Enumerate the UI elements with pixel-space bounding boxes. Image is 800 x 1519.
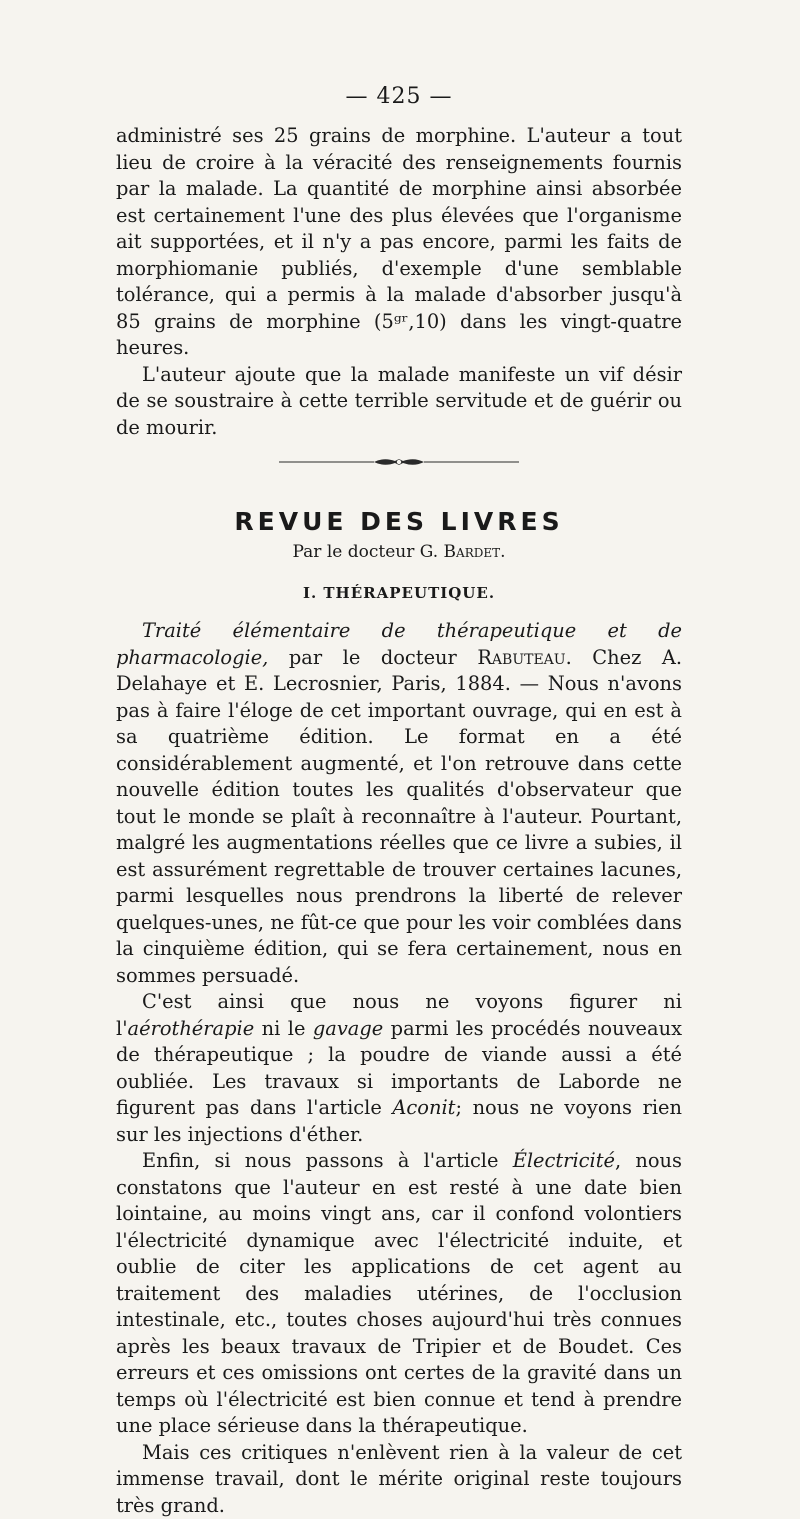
byline-prefix: Par le docteur G. <box>292 542 443 562</box>
text-run: , nous constatons que l'auteur en est resté à une date bien lointaine, au moins vingt ans, car il confond volontiers l'électricité dynamique avec l'électricité induite, et oublie de citer les applications de cet agent au traitement des maladies utérines, de l'occlusion intestinale, etc., toutes choses aujourd'hui très connues après les beaux travaux de Tripier et de Boudet. Ces erreurs et ces omissions ont certes de la gravité dans un temps où l'électricité est bien connue et tend à prendre une place sérieuse dans la thérapeutique. <box>116 1149 682 1437</box>
text-run: ; nous ne voyons rien sur les injections d'éther. <box>116 1096 682 1146</box>
subsection-heading: I. THÉRAPEUTIQUE. <box>116 584 682 602</box>
ornamental-divider <box>279 455 519 469</box>
book-author-prefix: par le docteur <box>268 646 477 669</box>
text-run: ni le <box>254 1017 313 1040</box>
term-gavage: gavage <box>313 1017 383 1040</box>
text-run: parmi les procédés nouveaux de thérapeutique ; la poudre de viande aussi a été oubliée. Les travaux si importants de Laborde ne figurent pas dans l'article <box>116 1017 682 1120</box>
continuation-paragraph-1: administré ses 25 grains de morphine. L'auteur a tout lieu de croire à la véracité des renseignements fournis par la malade. La quantité de morphine ainsi absorbée est certainement l'une des plus élevées que l'organisme ait supportées, et il n'y a pas encore, parmi les faits de morphiomanie publiés, d'exemple d'une semblable tolérance, qui a permis à la malade d'absorber jusqu'à 85 grains de morphine (5ᵍʳ,10) dans les vingt-quatre heures. <box>116 123 682 362</box>
book-author: Rabuteau <box>477 646 565 669</box>
review-paragraph-4: Mais ces critiques n'enlèvent rien à la valeur de cet immense travail, dont le mérite original reste toujours très grand. <box>116 1440 682 1519</box>
term-electricite: Électricité <box>513 1149 615 1172</box>
document-page <box>116 84 682 1519</box>
text-run: Enfin, si nous passons à l'article <box>142 1149 513 1172</box>
review-paragraph-1 <box>116 618 682 989</box>
book-review-text: . Chez A. Delahaye et E. Lecrosnier, Paris, 1884. — Nous n'avons pas à faire l'éloge de cet important ouvrage, qui en est à sa quatrième édition. Le format en a été considérablement augmenté, et l'on retrouve dans cette nouvelle édition toutes les qualités d'observateur que tout le monde se plaît à reconnaître à l'auteur. Pourtant, malgré les augmentations réelles que ce livre a subies, il est assurément regrettable de trouver certaines lacunes, parmi lesquelles nous prendrons la liberté de relever quelques-unes, ne fût-ce que pour les voir comblées dans la cinquième édition, qui se fera certainement, nous en sommes persuadé. <box>116 646 682 987</box>
review-paragraph-2 <box>116 989 682 1148</box>
byline-author: Bardet. <box>444 542 506 562</box>
section-byline <box>116 542 682 562</box>
text-run: C'est ainsi que nous ne voyons figurer ni l' <box>116 990 682 1040</box>
continuation-paragraph-2: L'auteur ajoute que la malade manifeste un vif désir de se soustraire à cette terrible servitude et de guérir ou de mourir. <box>116 362 682 442</box>
term-aconit: Aconit <box>392 1096 455 1119</box>
book-title: Traité élémentaire de thérapeutique et de pharmacologie, <box>116 619 682 669</box>
section-title: REVUE DES LIVRES <box>116 507 682 536</box>
page-number: — 425 — <box>116 84 682 109</box>
term-aerotherapie: aérothérapie <box>128 1017 255 1040</box>
review-paragraph-3 <box>116 1148 682 1440</box>
